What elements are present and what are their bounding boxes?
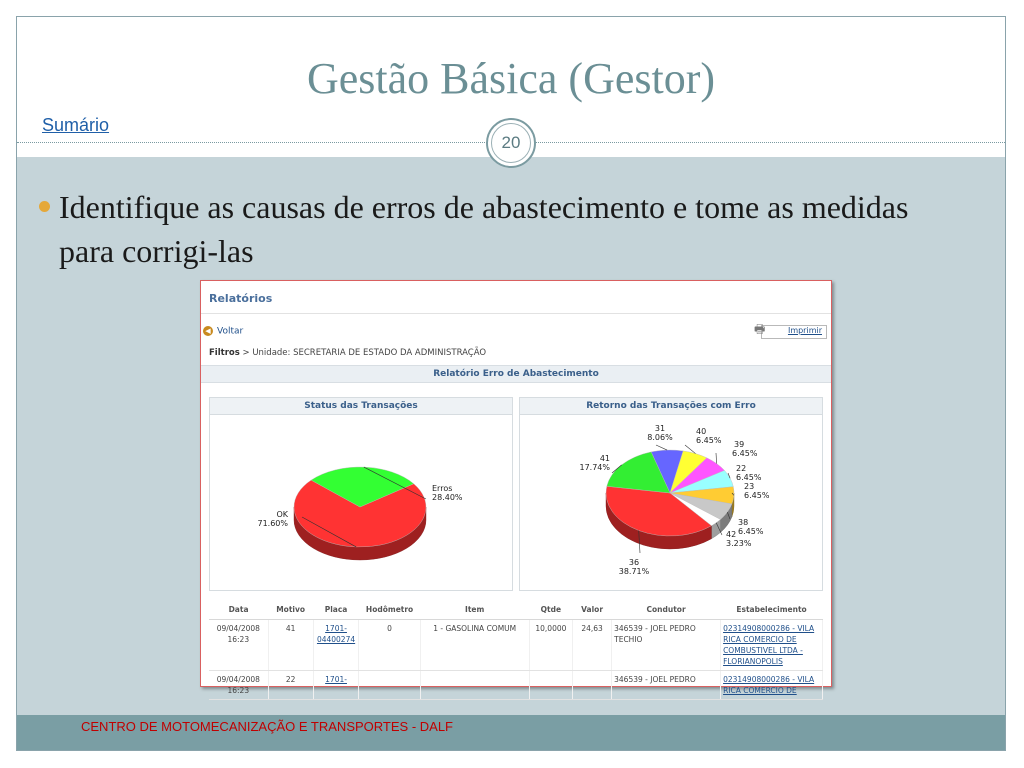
summary-link[interactable]: Sumário	[42, 115, 110, 135]
footer-text: CENTRO DE MOTOMECANIZAÇÃO E TRANSPORTES - DALF	[81, 719, 453, 734]
col-header[interactable]: Data	[209, 599, 268, 620]
error-chart-title: Retorno das Transações com Erro	[520, 398, 822, 415]
pie-slice-label: 31	[654, 424, 666, 433]
pie-slice-percent: 28.40%	[432, 493, 463, 502]
pie-slice-label: 42	[726, 530, 737, 539]
col-header[interactable]: Valor	[573, 599, 612, 620]
footer-bar	[17, 715, 1005, 750]
pie-leader-line	[716, 453, 717, 464]
pie-slice-percent: 6.45%	[736, 473, 762, 482]
pie-slice-label: 23	[744, 482, 755, 491]
cell-date: 09/04/2008 16:23	[209, 620, 268, 671]
report-header-title: Relatórios	[209, 292, 273, 305]
col-header[interactable]: Item	[420, 599, 529, 620]
cell-date: 09/04/2008 16:23	[209, 671, 268, 700]
filter-prefix: Filtros	[209, 348, 240, 358]
filter-breadcrumb	[209, 348, 486, 358]
pie-slice-label: 38	[738, 518, 749, 527]
cell-reason: 41	[268, 620, 313, 671]
col-header[interactable]: Condutor	[612, 599, 721, 620]
cell-odometer	[359, 671, 420, 700]
bullet-item	[59, 185, 959, 273]
cell-item	[420, 671, 529, 700]
pie-slice-label: 41	[599, 454, 610, 463]
printer-icon: 🖶	[754, 322, 766, 336]
col-header[interactable]: Hodômetro	[359, 599, 420, 620]
status-chart-title: Status das Transações	[210, 398, 512, 415]
back-label: Voltar	[217, 326, 244, 337]
cell-plate-link[interactable]: 1701-	[313, 671, 359, 700]
pie-slice-label: OK	[276, 510, 288, 519]
pie-slice-label: 36	[628, 558, 640, 567]
cell-odometer: 0	[359, 620, 420, 671]
pie-slice-percent: 6.45%	[732, 449, 758, 458]
error-table	[209, 599, 823, 700]
pie-slice-percent: 6.45%	[696, 436, 722, 445]
pie-slice-label: 40	[696, 427, 707, 436]
page-number-badge	[486, 118, 536, 168]
table-row	[209, 671, 823, 700]
bullet-text: Identifique as causas de erros de abastecimento e tome as medidas para corrigi-las	[59, 189, 909, 269]
filter-text: > Unidade: SECRETARIA DE ESTADO DA ADMINISTRAÇÃO	[239, 348, 487, 358]
pie-slice-percent: 17.74%	[579, 463, 610, 472]
error-chart-panel	[519, 397, 823, 591]
cell-reason: 22	[268, 671, 313, 700]
status-pie-chart	[210, 415, 512, 590]
slide-title: Gestão Básica (Gestor)	[306, 54, 716, 103]
cell-value	[573, 671, 612, 700]
cell-plate-link[interactable]: 1701-04400274	[313, 620, 359, 671]
back-link[interactable]	[203, 326, 243, 337]
table-header-row	[209, 599, 823, 620]
cell-driver: 346539 - JOEL PEDRO TECHIO	[612, 620, 721, 671]
cell-establishment-link[interactable]: 02314908000286 - VILA RICA COMERCIO DE COMBUSTIVEL LTDA - FLORIANOPOLIS	[721, 620, 823, 671]
page-number: 20	[491, 123, 531, 163]
title-area	[17, 17, 1005, 157]
print-label: Imprimir	[787, 326, 822, 335]
pie-slice-percent: 6.45%	[738, 527, 764, 536]
cell-item: 1 - GASOLINA COMUM	[420, 620, 529, 671]
back-arrow-icon: ◀	[203, 326, 213, 336]
col-header[interactable]: Estabelecimento	[721, 599, 823, 620]
cell-value: 24,63	[573, 620, 612, 671]
cell-driver: 346539 - JOEL PEDRO	[612, 671, 721, 700]
slide	[16, 16, 1006, 751]
print-button[interactable]	[754, 322, 827, 339]
pie-slice-label: 39	[734, 440, 745, 449]
bullet-dot-icon	[39, 201, 50, 212]
pie-slice-percent: 71.60%	[257, 519, 288, 528]
col-header[interactable]: Placa	[313, 599, 359, 620]
col-header[interactable]: Motivo	[268, 599, 313, 620]
col-header[interactable]: Qtde	[529, 599, 572, 620]
table-row	[209, 620, 823, 671]
pie-slice-label: Erros	[432, 484, 453, 493]
report-title: Relatório Erro de Abastecimento	[201, 365, 831, 383]
cell-quantity: 10,0000	[529, 620, 572, 671]
embedded-report-screenshot	[200, 280, 832, 695]
pie-slice-percent: 38.71%	[618, 567, 650, 576]
cell-quantity	[529, 671, 572, 700]
report-header	[201, 281, 831, 314]
pie-leader-line	[656, 445, 667, 450]
error-pie-chart	[520, 415, 822, 590]
pie-slice-label: 22	[736, 464, 747, 473]
status-chart-panel	[209, 397, 513, 591]
pie-slice-percent: 6.45%	[744, 491, 770, 500]
pie-slice-percent: 3.23%	[726, 539, 752, 548]
cell-establishment-link[interactable]: 02314908000286 - VILA RICA COMERCIO DE	[721, 671, 823, 700]
pie-slice-percent: 8.06%	[647, 433, 673, 442]
